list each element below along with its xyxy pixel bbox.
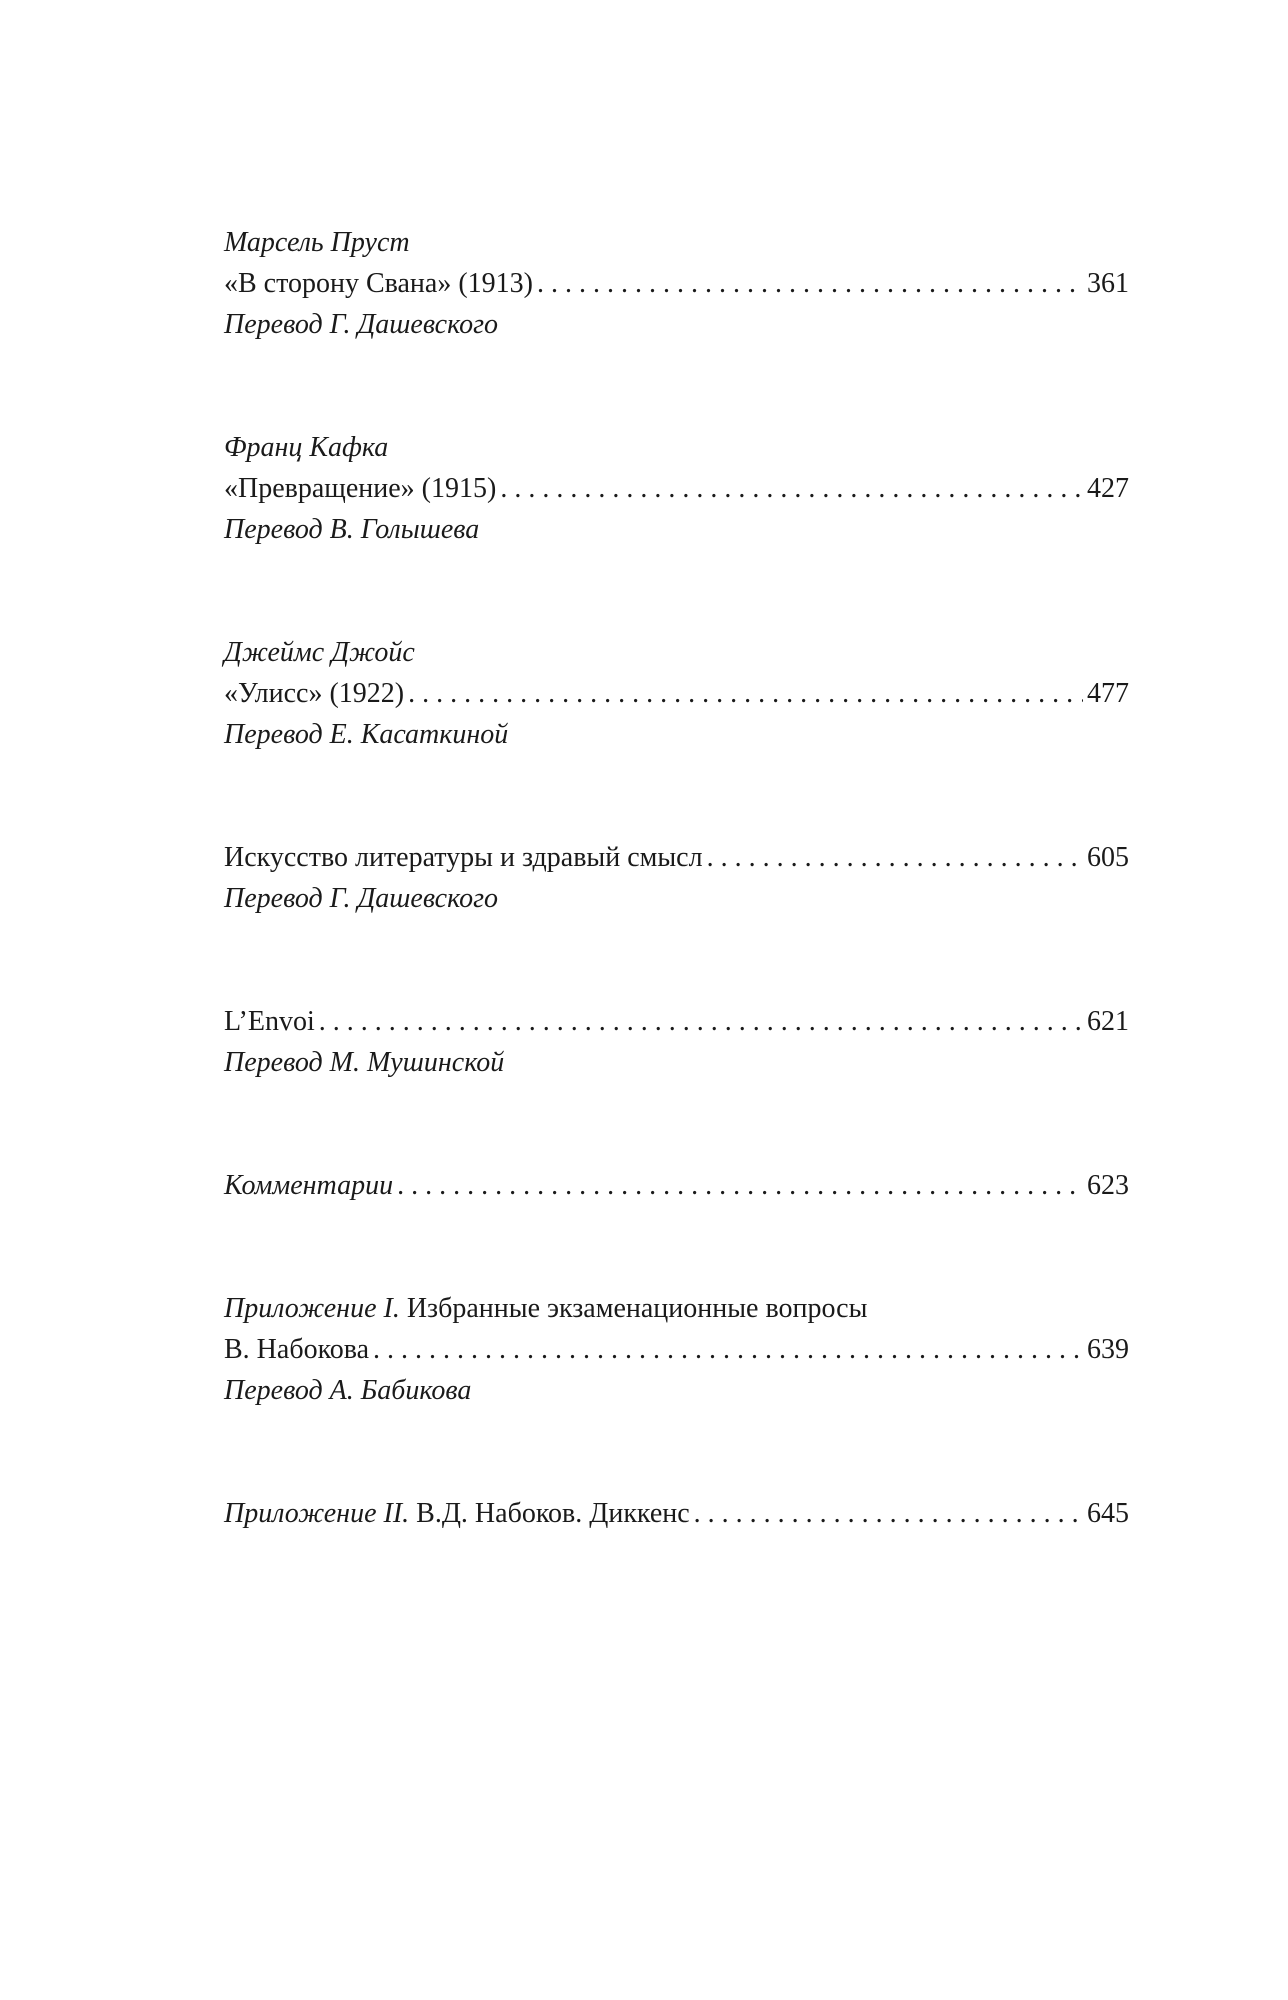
toc-entry-appendix-2 [224, 1493, 1129, 1534]
toc-title-line [224, 1165, 1129, 1206]
toc-title-line [224, 263, 1129, 304]
toc-translator: Перевод Г. Дашевского [224, 883, 499, 914]
toc-title-line [224, 1493, 1129, 1534]
toc-title-line [224, 1329, 1129, 1370]
toc-title: Избранные экзаменационные вопросы [406, 1293, 868, 1324]
toc-title-line [224, 468, 1129, 509]
toc-entry-art-of-literature [224, 837, 1129, 919]
toc-page-number: 605 [1087, 842, 1129, 873]
toc-title-line-1 [224, 1288, 1129, 1329]
toc-entry-kafka [224, 427, 1129, 550]
toc-title-line [224, 673, 1129, 714]
toc-page-number: 645 [1087, 1498, 1129, 1529]
toc-prefix: Приложение II. [224, 1498, 410, 1529]
toc-title-continued: В. Набокова [224, 1334, 370, 1365]
dot-leader [408, 673, 1083, 714]
toc-title: «В сторону Свана» (1913) [224, 268, 533, 299]
toc-page-number: 623 [1087, 1170, 1129, 1201]
toc-entry-appendix-1 [224, 1288, 1129, 1411]
toc-entry-lenvoi [224, 1001, 1129, 1083]
dot-leader [694, 1493, 1083, 1534]
toc-title: L’Envoi [224, 1006, 315, 1037]
toc-author: Джеймс Джойс [224, 637, 415, 668]
toc-translator: Перевод Е. Касаткиной [224, 719, 509, 750]
toc-title-line [224, 1001, 1129, 1042]
toc-author: Франц Кафка [224, 432, 389, 463]
toc-title: «Улисс» (1922) [224, 678, 405, 709]
dot-leader [397, 1165, 1083, 1206]
toc-entry-commentary [224, 1165, 1129, 1206]
dot-leader [537, 263, 1083, 304]
toc-translator: Перевод А. Бабикова [224, 1375, 472, 1406]
toc-title-line [224, 837, 1129, 878]
toc-prefix: Приложение I. [224, 1293, 400, 1324]
dot-leader [707, 837, 1083, 878]
toc-page-number: 477 [1087, 678, 1129, 709]
toc-author: Марсель Пруст [224, 227, 410, 258]
toc-entry-proust [224, 222, 1129, 345]
toc-translator: Перевод Г. Дашевского [224, 309, 499, 340]
dot-leader [500, 468, 1083, 509]
toc-page-number: 639 [1087, 1334, 1129, 1365]
dot-leader [373, 1329, 1083, 1370]
toc-entry-joyce [224, 632, 1129, 755]
toc-page-number: 361 [1087, 268, 1129, 299]
toc-title: В.Д. Набоков. Диккенс [416, 1498, 690, 1529]
toc-title: Искусство литературы и здравый смысл [224, 842, 703, 873]
toc-page-number: 621 [1087, 1006, 1129, 1037]
toc-title: «Превращение» (1915) [224, 473, 497, 504]
toc-translator: Перевод М. Мушинской [224, 1047, 505, 1078]
dot-leader [319, 1001, 1083, 1042]
toc-title: Комментарии [224, 1170, 394, 1201]
toc-page-number: 427 [1087, 473, 1129, 504]
table-of-contents [224, 222, 1129, 1534]
toc-translator: Перевод В. Голышева [224, 514, 480, 545]
